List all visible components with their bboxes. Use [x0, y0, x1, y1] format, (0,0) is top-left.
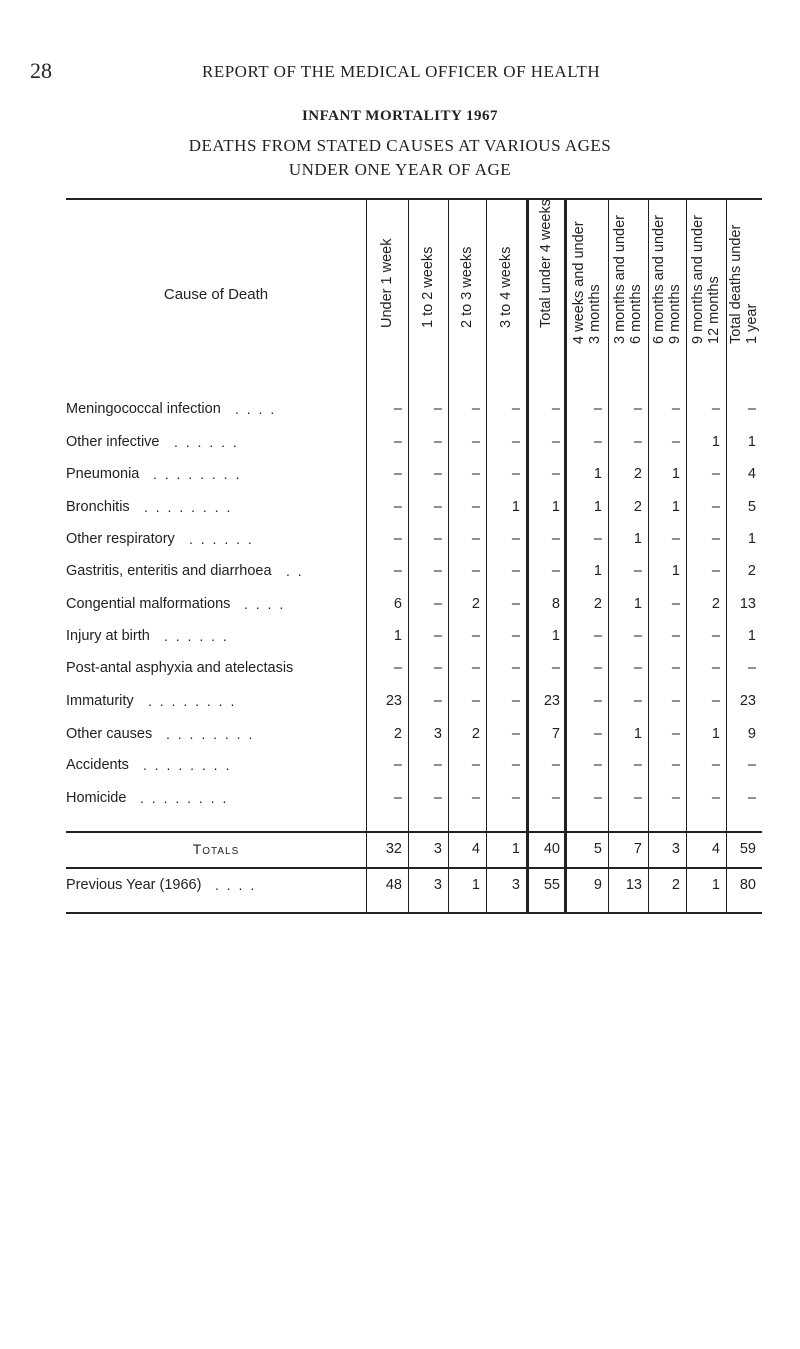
table-cell: 2: [633, 499, 642, 515]
table-cell: –: [671, 596, 680, 612]
leader-dots: . . . .: [244, 596, 286, 612]
table-cell: –: [551, 563, 560, 579]
table-cell: –: [711, 466, 720, 482]
table-cell: –: [433, 434, 442, 450]
column-header: [690, 184, 722, 344]
row-label: Totals: [192, 841, 240, 857]
table-cell: –: [433, 499, 442, 515]
table-cell: 1: [633, 726, 642, 742]
table-cell: 55: [543, 877, 560, 893]
table-cell: –: [593, 757, 602, 773]
leader-dots: . . . . . . . .: [166, 726, 255, 742]
row-label: Pneumonia: [66, 466, 140, 482]
table-cell: 2: [471, 596, 480, 612]
table-cell: 4: [711, 841, 720, 857]
table-row: [66, 660, 762, 690]
table-cell: 40: [543, 841, 560, 857]
column-header: [651, 184, 683, 344]
column-header-line: 2 to 3 weeks: [459, 246, 475, 328]
table-cell: 2: [593, 596, 602, 612]
page-header: [30, 58, 760, 88]
leader-dots: . . . . . . . .: [140, 790, 229, 806]
table-row: [66, 757, 762, 787]
table-cell: –: [747, 757, 756, 773]
column-header-line: 9 months: [667, 284, 683, 344]
table-cell: –: [747, 660, 756, 676]
previous-year-rule: [66, 867, 762, 869]
table-cell: –: [671, 693, 680, 709]
table-cell: –: [433, 401, 442, 417]
leader-dots: . . . . . .: [164, 628, 229, 644]
row-label: Accidents: [66, 757, 129, 773]
column-header-line: 6 months: [628, 284, 644, 344]
table-cell: 4: [471, 841, 480, 857]
table-cell: –: [711, 660, 720, 676]
table-cell: –: [393, 563, 402, 579]
leader-dots: . . . . . . . .: [148, 693, 237, 709]
row-label: Previous Year (1966): [66, 877, 202, 893]
table-row: [66, 434, 762, 464]
column-header-line: 1 to 2 weeks: [420, 246, 436, 328]
table-cell: –: [433, 596, 442, 612]
table-cell: 1: [633, 531, 642, 547]
table-cell: –: [511, 434, 520, 450]
leader-dots: . . . . . . . .: [143, 757, 232, 773]
table-row: [66, 466, 762, 496]
row-label: Other infective: [66, 434, 160, 450]
table-cell: –: [393, 757, 402, 773]
table-cell: –: [711, 499, 720, 515]
table-cell: 1: [671, 499, 680, 515]
column-header-line: Under 1 week: [379, 238, 395, 328]
table-cell: –: [633, 401, 642, 417]
table-cell: 1: [711, 877, 720, 893]
report-subtitle-line2: UNDER ONE YEAR OF AGE: [288, 160, 512, 179]
table-cell: 1: [711, 726, 720, 742]
row-label: Post-antal asphyxia and atelectasis: [66, 660, 294, 676]
table-cell: –: [671, 434, 680, 450]
column-header: [538, 168, 554, 328]
table-cell: –: [511, 726, 520, 742]
table-cell: –: [633, 757, 642, 773]
table-cell: –: [471, 531, 480, 547]
table-cell: 1: [671, 466, 680, 482]
column-header-line: Total under 4 weeks: [538, 199, 554, 328]
table-cell: –: [711, 531, 720, 547]
running-head: REPORT OF THE MEDICAL OFFICER OF HEALTH: [202, 62, 601, 81]
page-number: 28: [30, 58, 52, 83]
table-bottom-rule: [66, 912, 762, 914]
table-cell: –: [511, 693, 520, 709]
table-cell: –: [393, 790, 402, 806]
table-cell: –: [433, 628, 442, 644]
table-cell: –: [711, 757, 720, 773]
table-cell: –: [593, 401, 602, 417]
leader-dots: . . . .: [235, 401, 277, 417]
table-cell: –: [511, 628, 520, 644]
table-cell: –: [711, 693, 720, 709]
table-cell: 5: [747, 499, 756, 515]
table-cell: –: [593, 531, 602, 547]
cause-of-death-header: Cause of Death: [163, 286, 269, 303]
table-cell: 1: [671, 563, 680, 579]
row-label: Gastritis, enteritis and diarrhoea: [66, 563, 272, 579]
table-cell: –: [511, 466, 520, 482]
table-row: [66, 531, 762, 561]
table-cell: 48: [385, 877, 402, 893]
row-label: Meningococcal infection: [66, 401, 221, 417]
table-cell: –: [511, 401, 520, 417]
table-cell: 9: [593, 877, 602, 893]
column-header-line: 12 months: [706, 276, 722, 344]
column-header-line: 3 months and under: [612, 215, 628, 344]
table-cell: 7: [633, 841, 642, 857]
table-cell: 3: [511, 877, 520, 893]
table-row: [66, 693, 762, 723]
table-cell: –: [551, 757, 560, 773]
table-cell: –: [433, 531, 442, 547]
table-cell: 1: [551, 499, 560, 515]
table-row: [66, 596, 762, 626]
table-cell: 1: [747, 434, 756, 450]
table-cell: –: [471, 660, 480, 676]
table-cell: –: [471, 790, 480, 806]
row-label: Injury at birth: [66, 628, 150, 644]
table-cell: –: [633, 563, 642, 579]
table-cell: –: [511, 790, 520, 806]
table-cell: 23: [739, 693, 756, 709]
table-cell: 3: [433, 726, 442, 742]
table-row: [66, 726, 762, 756]
table-cell: 3: [433, 841, 442, 857]
table-cell: –: [511, 757, 520, 773]
column-header-line: Total deaths under: [728, 224, 744, 344]
table-cell: 80: [739, 877, 756, 893]
table-cell: –: [747, 790, 756, 806]
table-cell: –: [511, 596, 520, 612]
table-row: [66, 628, 762, 658]
table-cell: –: [551, 401, 560, 417]
table-cell: –: [393, 401, 402, 417]
column-header-line: 4 weeks and under: [571, 221, 587, 344]
table-cell: 2: [711, 596, 720, 612]
table-cell: 13: [739, 596, 756, 612]
table-cell: 1: [593, 563, 602, 579]
column-header: [379, 168, 395, 328]
row-label: Congential malformations: [66, 596, 231, 612]
table-cell: –: [471, 466, 480, 482]
leader-dots: . . . . . .: [174, 434, 239, 450]
table-cell: 32: [385, 841, 402, 857]
table-cell: –: [711, 628, 720, 644]
table-cell: –: [593, 434, 602, 450]
column-header-line: 9 months and under: [690, 215, 706, 344]
table-cell: –: [633, 434, 642, 450]
column-header: [571, 184, 603, 344]
table-cell: 1: [633, 596, 642, 612]
table-cell: –: [433, 660, 442, 676]
table-cell: –: [471, 628, 480, 644]
report-subtitle-line1: DEATHS FROM STATED CAUSES AT VARIOUS AGES: [188, 136, 612, 155]
table-cell: –: [671, 790, 680, 806]
table-cell: 2: [633, 466, 642, 482]
table-cell: 2: [747, 563, 756, 579]
table-cell: –: [671, 628, 680, 644]
table-cell: 1: [747, 531, 756, 547]
table-cell: 5: [593, 841, 602, 857]
table-cell: 1: [471, 877, 480, 893]
table-cell: –: [671, 726, 680, 742]
table-cell: 23: [385, 693, 402, 709]
table-cell: –: [633, 693, 642, 709]
table-cell: –: [671, 531, 680, 547]
table-cell: –: [633, 660, 642, 676]
table-cell: 2: [671, 877, 680, 893]
row-label: Other causes: [66, 726, 153, 742]
table-row: [66, 790, 762, 820]
table-cell: –: [671, 660, 680, 676]
table-cell: 1: [711, 434, 720, 450]
row-label: Other respiratory: [66, 531, 175, 547]
table-cell: 7: [551, 726, 560, 742]
column-header: [612, 184, 644, 344]
column-header-line: 6 months and under: [651, 215, 667, 344]
table-cell: –: [393, 499, 402, 515]
table-cell: 1: [593, 466, 602, 482]
table-cell: –: [593, 726, 602, 742]
table-cell: 6: [393, 596, 402, 612]
column-header-line: 3 to 4 weeks: [498, 246, 514, 328]
table-cell: –: [711, 563, 720, 579]
table-cell: 3: [433, 877, 442, 893]
table-row: [66, 401, 762, 431]
column-header: [420, 168, 436, 328]
leader-dots: . . . . . .: [189, 531, 254, 547]
table-row: [66, 499, 762, 529]
table-cell: –: [393, 434, 402, 450]
table-cell: –: [433, 466, 442, 482]
table-cell: –: [551, 790, 560, 806]
table-cell: 2: [393, 726, 402, 742]
table-cell: 1: [551, 628, 560, 644]
table-cell: –: [511, 531, 520, 547]
table-cell: 8: [551, 596, 560, 612]
table-cell: –: [671, 401, 680, 417]
table-cell: –: [393, 466, 402, 482]
table-cell: 9: [747, 726, 756, 742]
previous-year-row: [66, 877, 762, 907]
table-cell: –: [551, 660, 560, 676]
table-cell: 1: [511, 499, 520, 515]
table-cell: –: [471, 563, 480, 579]
table-cell: –: [711, 790, 720, 806]
table-cell: 59: [739, 841, 756, 857]
totals-rule: [66, 831, 762, 833]
table-cell: –: [433, 757, 442, 773]
table-cell: 1: [593, 499, 602, 515]
table-cell: –: [471, 499, 480, 515]
leader-dots: . . . .: [215, 877, 257, 893]
table-cell: –: [551, 531, 560, 547]
table-cell: –: [671, 757, 680, 773]
table-cell: 1: [393, 628, 402, 644]
column-header: [498, 168, 514, 328]
table-cell: –: [551, 434, 560, 450]
table-cell: –: [747, 401, 756, 417]
table-cell: 1: [747, 628, 756, 644]
leader-dots: . .: [286, 563, 304, 579]
table-cell: –: [633, 790, 642, 806]
table-row: [66, 563, 762, 593]
table-cell: –: [593, 628, 602, 644]
table-cell: –: [433, 693, 442, 709]
table-cell: –: [471, 693, 480, 709]
row-label: Immaturity: [66, 693, 134, 709]
column-header-line: 3 months: [587, 284, 603, 344]
table-cell: –: [393, 660, 402, 676]
row-label: Bronchitis: [66, 499, 130, 515]
table-cell: –: [433, 790, 442, 806]
row-label: Homicide: [66, 790, 127, 806]
table-cell: 1: [511, 841, 520, 857]
table-cell: –: [593, 660, 602, 676]
leader-dots: . . . . . . . .: [153, 466, 242, 482]
leader-dots: . . . . . . . .: [144, 499, 233, 515]
table-cell: –: [433, 563, 442, 579]
table-cell: –: [633, 628, 642, 644]
column-header: [728, 184, 760, 344]
table-cell: –: [711, 401, 720, 417]
table-cell: –: [551, 466, 560, 482]
table-cell: 4: [747, 466, 756, 482]
column-header: [459, 168, 475, 328]
table-cell: 3: [671, 841, 680, 857]
table-cell: –: [511, 660, 520, 676]
table-cell: –: [593, 790, 602, 806]
table-cell: 13: [625, 877, 642, 893]
table-cell: –: [393, 531, 402, 547]
table-cell: 23: [543, 693, 560, 709]
table-cell: –: [471, 434, 480, 450]
table-cell: –: [471, 401, 480, 417]
table-cell: 2: [471, 726, 480, 742]
column-header-line: 1 year: [744, 303, 760, 344]
table-cell: –: [593, 693, 602, 709]
table-cell: –: [471, 757, 480, 773]
report-title: INFANT MORTALITY 1967: [301, 108, 499, 124]
table-cell: –: [511, 563, 520, 579]
